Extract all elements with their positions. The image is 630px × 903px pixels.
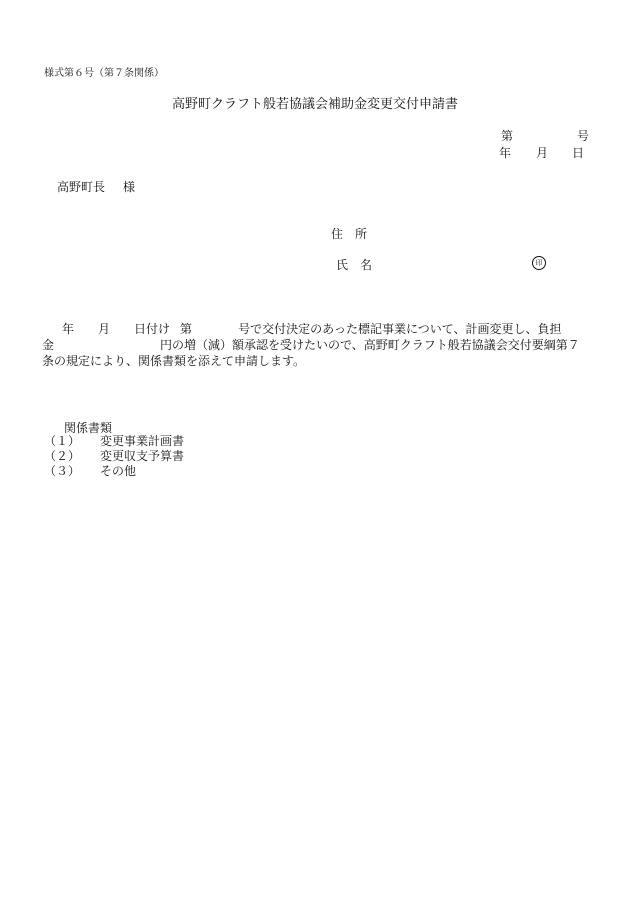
body-line-1-rest: 号で交付決定のあった標記事業について、計画変更し、負担 bbox=[238, 322, 562, 336]
body-kin: 金 bbox=[42, 338, 55, 352]
list-item: （３） その他 bbox=[44, 464, 137, 478]
addressee-honorific: 様 bbox=[123, 180, 136, 194]
body-month: 月 bbox=[98, 322, 111, 336]
applicant-name-label: 氏 名 bbox=[336, 258, 373, 272]
form-number: 様式第６号（第７条関係） bbox=[44, 68, 164, 79]
list-item: （２） 変更収支予算書 bbox=[44, 449, 185, 463]
seal-mark-icon: 印 bbox=[532, 256, 546, 270]
body-line-2 bbox=[42, 337, 580, 353]
application-body bbox=[42, 321, 580, 369]
doc-number-label: 第 bbox=[501, 129, 514, 143]
addressee-name: 高野町長 bbox=[57, 180, 106, 194]
related-documents-list bbox=[44, 434, 184, 479]
body-line-3: 条の規定により、関係書類を添えて申請します。 bbox=[42, 354, 306, 368]
doc-number-suffix: 号 bbox=[577, 129, 590, 143]
body-dated: 日付け bbox=[134, 322, 171, 336]
applicant-address-label: 住 所 bbox=[331, 227, 368, 241]
date-year-label: 年 bbox=[499, 146, 512, 160]
body-line-1 bbox=[42, 321, 580, 337]
body-dai: 第 bbox=[180, 322, 193, 336]
related-documents-heading: 関係書類 bbox=[64, 421, 113, 435]
body-line-2-rest: 円の増（減）額承認を受けたいので、高野町クラフト般若協議会交付要綱第７ bbox=[160, 338, 580, 352]
document-title: 高野町クラフト般若協議会補助金変更交付申請書 bbox=[171, 97, 458, 112]
date-month-label: 月 bbox=[536, 146, 549, 160]
date-day-label: 日 bbox=[572, 146, 585, 160]
body-year: 年 bbox=[62, 322, 75, 336]
list-item: （１） 変更事業計画書 bbox=[44, 434, 185, 448]
